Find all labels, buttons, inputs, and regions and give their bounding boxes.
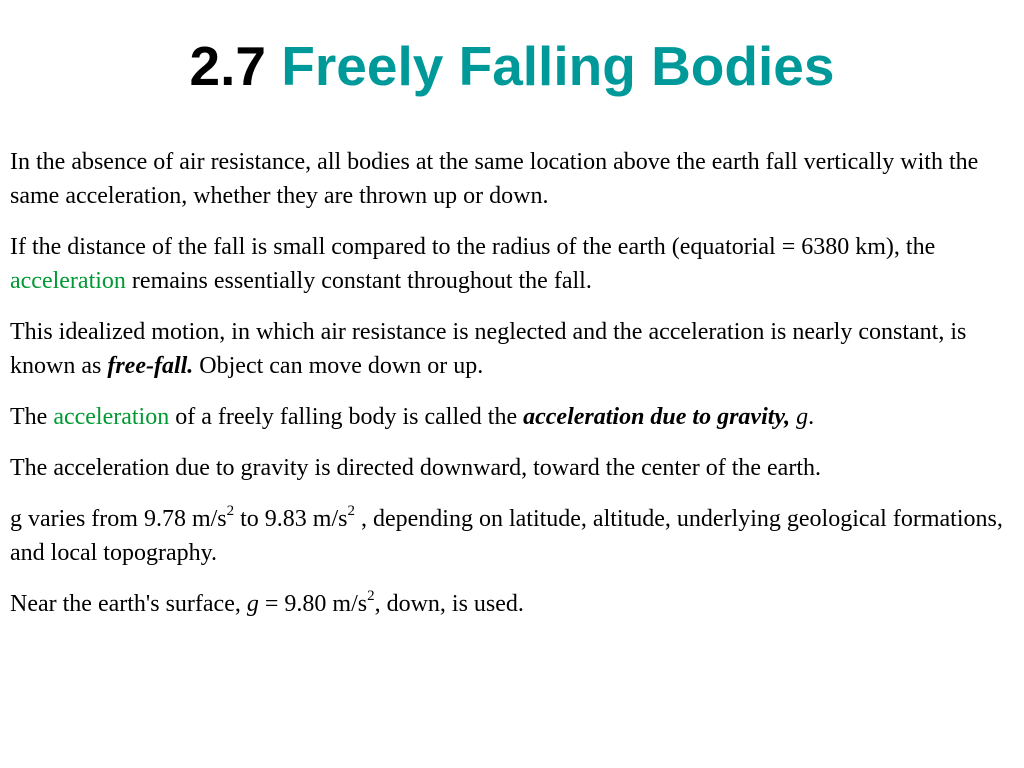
- symbol-g: g: [796, 404, 809, 430]
- text-segment: g varies from 9.78 m/s: [10, 506, 227, 532]
- slide-body: [10, 145, 1016, 638]
- superscript: 2: [226, 503, 235, 519]
- superscript: 2: [347, 503, 355, 519]
- term-free-fall: free-fall.: [107, 353, 194, 379]
- text-segment: = 9.80 m/s: [258, 591, 368, 617]
- paragraph-gravity-direction: The acceleration due to gravity is directed downward, toward the center of the earth.: [10, 455, 821, 481]
- title-text: Freely Falling Bodies: [281, 35, 835, 97]
- text-segment: If the distance of the fall is small compared to the radius of the earth (equatorial = 6380 km), the: [10, 234, 936, 260]
- paragraph-constant-acceleration: [10, 230, 1016, 298]
- paragraph-air-resistance: In the absence of air resistance, all bodies at the same location above the earth fall vertically with the same acceleration, whether they are thrown up or down.: [10, 149, 979, 209]
- text-segment: Object can move down or up.: [193, 353, 484, 379]
- paragraph-gravity-definition: [10, 400, 1016, 434]
- text-segment: to 9.83 m/s: [234, 506, 348, 532]
- paragraph-free-fall: [10, 315, 1016, 383]
- superscript: 2: [367, 588, 375, 604]
- term-acceleration: acceleration: [53, 404, 170, 430]
- text-segment: remains essentially constant throughout the fall.: [125, 268, 592, 294]
- text-segment: .: [808, 404, 815, 430]
- paragraph-g-value: [10, 587, 1016, 621]
- paragraph-g-variation: [10, 502, 1016, 570]
- text-segment: , down, is used.: [374, 591, 524, 617]
- text-segment: , depending on latitude, altitude, underlying geological formations, and local topography.: [10, 506, 1003, 566]
- term-acceleration: acceleration: [10, 268, 126, 294]
- text-segment: Near the earth's surface,: [10, 591, 247, 617]
- text-segment: The: [10, 404, 54, 430]
- text-segment: This idealized motion, in which air resistance is neglected and the acceleration is nearly constant, is known as: [10, 319, 967, 379]
- term-acceleration-due-to-gravity: acceleration due to gravity,: [523, 404, 791, 430]
- text-segment: of a freely falling body is called the: [169, 404, 524, 430]
- symbol-g: g: [246, 591, 259, 617]
- section-number: 2.7: [189, 35, 266, 97]
- slide-title: [0, 30, 1024, 102]
